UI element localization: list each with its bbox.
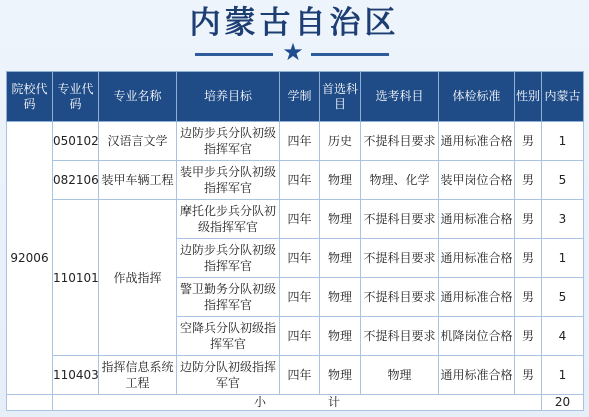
first-subject-cell: 物理 — [320, 356, 361, 395]
title-divider-left — [195, 53, 273, 56]
major-code-cell: 110403 — [53, 356, 99, 395]
title-divider-right — [311, 53, 389, 56]
physical-standard-cell: 机降岗位合格 — [439, 317, 515, 356]
header-gender: 性别 — [515, 72, 542, 122]
header-major-name: 专业名称 — [99, 72, 177, 122]
elective-subjects-cell: 不提科目要求 — [361, 239, 439, 278]
elective-subjects-cell: 物理、化学 — [361, 161, 439, 200]
total-value: 20 — [542, 395, 584, 411]
major-name-cell: 作战指挥 — [99, 200, 177, 356]
duration-cell: 四年 — [280, 161, 320, 200]
school-code-cell: 92006 — [7, 122, 53, 395]
quota-cell: 3 — [542, 200, 584, 239]
duration-cell: 四年 — [280, 122, 320, 161]
table-row — [7, 200, 584, 239]
header-row — [7, 72, 584, 122]
major-code-cell: 050102 — [53, 122, 99, 161]
gender-cell: 男 — [515, 200, 542, 239]
goal-cell: 摩托化步兵分队初级指挥军官 — [177, 200, 280, 239]
quota-cell: 5 — [542, 161, 584, 200]
gender-cell: 男 — [515, 122, 542, 161]
elective-subjects-cell: 不提科目要求 — [361, 278, 439, 317]
header-first-subject: 首选科目 — [320, 72, 361, 122]
physical-standard-cell: 通用标准合格 — [439, 356, 515, 395]
header-elective-subjects: 选考科目 — [361, 72, 439, 122]
major-name-cell: 汉语言文学 — [99, 122, 177, 161]
elective-subjects-cell: 不提科目要求 — [361, 317, 439, 356]
gender-cell: 男 — [515, 356, 542, 395]
elective-subjects-cell: 不提科目要求 — [361, 122, 439, 161]
quota-cell: 1 — [542, 122, 584, 161]
quota-cell: 1 — [542, 239, 584, 278]
physical-standard-cell: 通用标准合格 — [439, 200, 515, 239]
major-name-cell: 装甲车辆工程 — [99, 161, 177, 200]
major-name-cell: 指挥信息系统工程 — [99, 356, 177, 395]
table-header — [7, 72, 584, 122]
first-subject-cell: 物理 — [320, 161, 361, 200]
goal-cell: 边防步兵分队初级指挥军官 — [177, 122, 280, 161]
physical-standard-cell: 装甲岗位合格 — [439, 161, 515, 200]
first-subject-cell: 历史 — [320, 122, 361, 161]
table-row — [7, 161, 584, 200]
goal-cell: 装甲步兵分队初级指挥军官 — [177, 161, 280, 200]
duration-cell: 四年 — [280, 278, 320, 317]
first-subject-cell: 物理 — [320, 239, 361, 278]
header-physical-standard: 体检标准 — [439, 72, 515, 122]
admissions-table — [6, 71, 584, 411]
duration-cell: 四年 — [280, 200, 320, 239]
first-subject-cell: 物理 — [320, 200, 361, 239]
header-major-code: 专业代码 — [53, 72, 99, 122]
first-subject-cell: 物理 — [320, 278, 361, 317]
page-header — [0, 0, 589, 64]
table-row — [7, 356, 584, 395]
elective-subjects-cell: 不提科目要求 — [361, 200, 439, 239]
header-quota: 内蒙古 — [542, 72, 584, 122]
quota-cell: 1 — [542, 356, 584, 395]
total-row — [7, 395, 584, 411]
header-duration: 学制 — [280, 72, 320, 122]
page-title: 内蒙古自治区 — [189, 5, 400, 41]
goal-cell: 空降兵分队初级指挥军官 — [177, 317, 280, 356]
duration-cell: 四年 — [280, 317, 320, 356]
table-body — [7, 122, 584, 411]
table-row — [7, 122, 584, 161]
duration-cell: 四年 — [280, 239, 320, 278]
goal-cell: 边防步兵分队初级指挥军官 — [177, 239, 280, 278]
gender-cell: 男 — [515, 239, 542, 278]
total-label-second: 计 — [328, 395, 341, 409]
header-goal: 培养目标 — [177, 72, 280, 122]
gender-cell: 男 — [515, 161, 542, 200]
gender-cell: 男 — [515, 278, 542, 317]
major-code-cell: 110101 — [53, 200, 99, 356]
duration-cell: 四年 — [280, 356, 320, 395]
physical-standard-cell: 通用标准合格 — [439, 278, 515, 317]
goal-cell: 警卫勤务分队初级指挥军官 — [177, 278, 280, 317]
quota-cell: 4 — [542, 317, 584, 356]
quota-cell: 5 — [542, 278, 584, 317]
total-label — [53, 395, 542, 411]
gender-cell: 男 — [515, 317, 542, 356]
header-school-code: 院校代码 — [7, 72, 53, 122]
first-subject-cell: 物理 — [320, 317, 361, 356]
total-label-first: 小 — [253, 395, 266, 409]
physical-standard-cell: 通用标准合格 — [439, 122, 515, 161]
major-code-cell: 082106 — [53, 161, 99, 200]
elective-subjects-cell: 物理 — [361, 356, 439, 395]
physical-standard-cell: 通用标准合格 — [439, 239, 515, 278]
star-icon: ★ — [282, 38, 304, 66]
total-spacer-cell — [7, 395, 53, 411]
goal-cell: 边防分队初级指挥军官 — [177, 356, 280, 395]
